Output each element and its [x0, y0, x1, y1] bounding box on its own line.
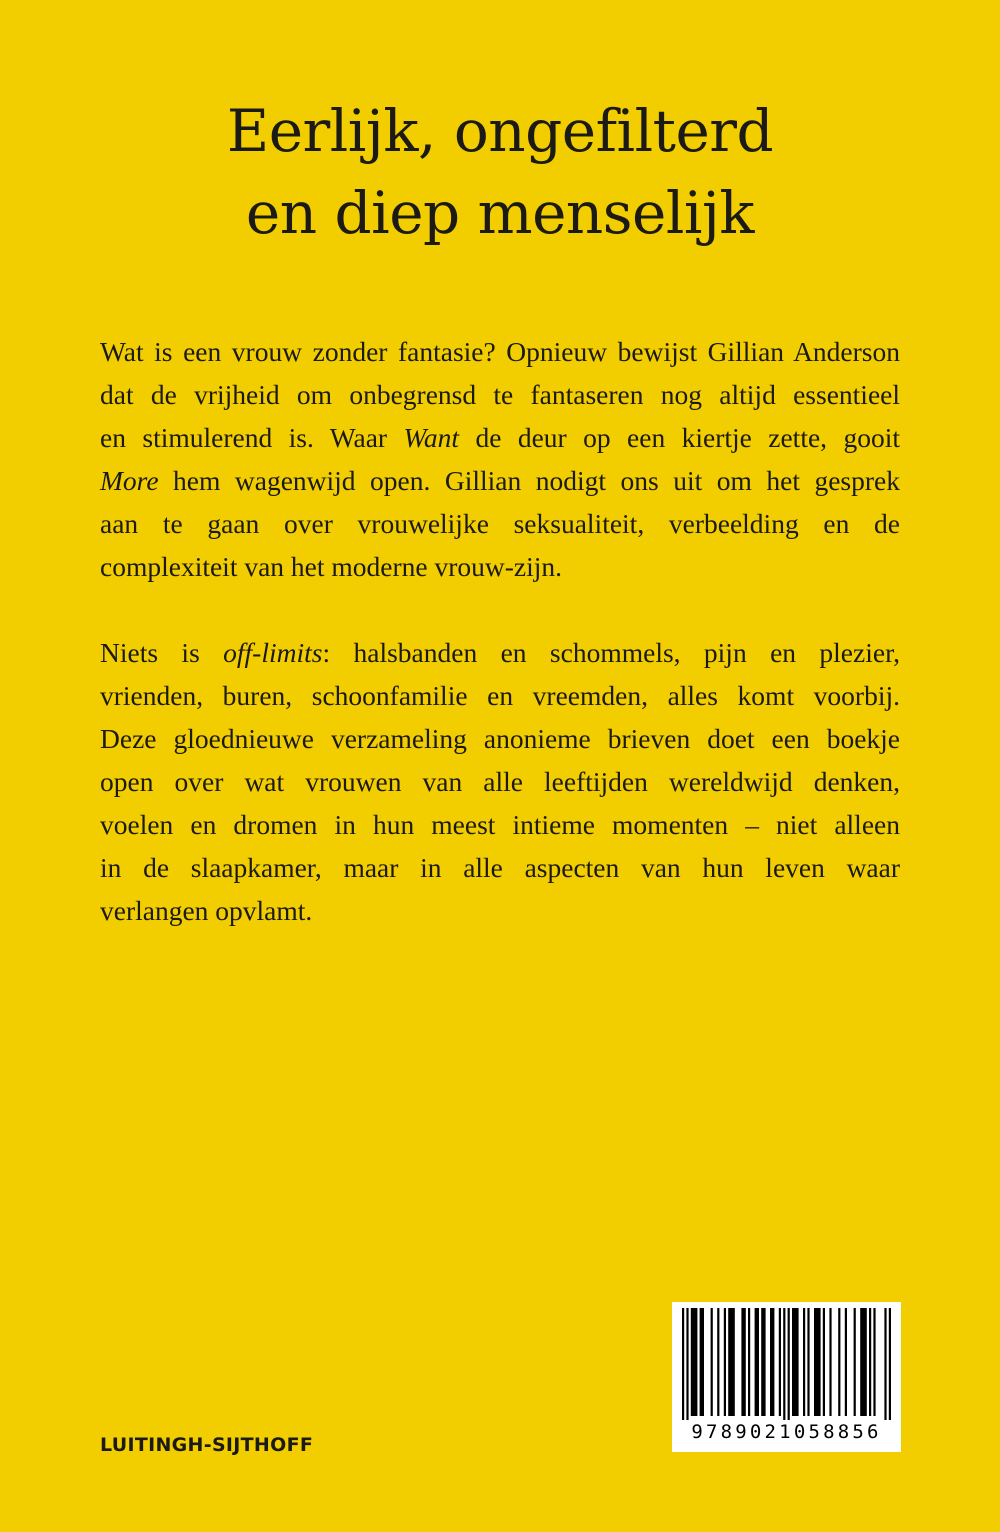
text-run: de deur op een kiertje zette, gooit	[459, 422, 900, 453]
barcode-bar	[686, 1308, 688, 1420]
italic-title: off-limits	[223, 637, 323, 668]
italic-title: More	[100, 465, 159, 496]
barcode-bar	[845, 1308, 847, 1416]
text-run: aan te gaan over vrouwelijke seksualiteit, verbeelding en de	[100, 508, 900, 539]
text-run: : halsbanden en schommels, pijn en plezier,	[322, 637, 900, 668]
barcode-bar	[682, 1308, 684, 1420]
barcode-bar	[711, 1308, 713, 1416]
barcode-bar	[779, 1308, 781, 1416]
blurb-line	[100, 545, 900, 588]
blurb-line	[100, 330, 900, 373]
text-run: en stimulerend is. Waar	[100, 422, 404, 453]
text-run: dat de vrijheid om onbegrensd te fantaseren nog altijd essentieel	[100, 379, 900, 410]
blurb-line	[100, 502, 900, 545]
barcode-bar	[869, 1308, 871, 1416]
text-run: Deze gloednieuwe verzameling anonieme brieven doet een boekje	[100, 723, 900, 754]
blurb-line	[100, 717, 900, 760]
barcode-bar	[854, 1308, 856, 1416]
blurb-line	[100, 889, 900, 932]
barcode-bar	[741, 1308, 745, 1416]
barcode-bar	[860, 1308, 867, 1416]
barcode-bar	[873, 1308, 875, 1416]
headline-line-1: Eerlijk, ongefilterd	[226, 97, 774, 165]
blurb-paragraph	[100, 330, 900, 588]
text-run: hem wagenwijd open. Gillian nodigt ons uit om het gesprek	[158, 465, 900, 496]
barcode-bar	[889, 1308, 891, 1420]
text-run: in de slaapkamer, maar in alle aspecten van hun leven waar	[100, 852, 900, 883]
barcode-bar	[770, 1308, 774, 1416]
barcode-bar	[884, 1308, 886, 1420]
barcode-bars	[672, 1302, 901, 1422]
barcode-bar	[728, 1308, 735, 1416]
headline-line-2: en diep menselijk	[245, 179, 755, 247]
text-run: Niets is	[100, 637, 224, 668]
publisher-logo: LUITINGH-SIJTHOFF	[100, 1434, 314, 1456]
barcode-bar	[829, 1308, 831, 1416]
text-run: Wat is een vrouw zonder fantasie? Opnieuw bewijst Gillian Anderson	[100, 336, 900, 367]
text-run: complexiteit van het moderne vrouw-zijn.	[100, 551, 563, 582]
barcode-bar	[755, 1308, 759, 1416]
italic-title: Want	[403, 422, 460, 453]
barcode-bar	[792, 1308, 799, 1416]
blurb-line	[100, 416, 900, 459]
isbn-number: 9789021058856	[691, 1421, 882, 1443]
blurb-line	[100, 760, 900, 803]
barcode-bar	[724, 1308, 726, 1416]
barcode	[672, 1302, 901, 1452]
barcode-bar	[823, 1308, 825, 1416]
barcode-bar	[807, 1308, 809, 1416]
barcode-bar	[717, 1308, 719, 1416]
barcode-bar	[748, 1308, 750, 1416]
barcode-bar	[788, 1308, 790, 1420]
text-run: open over wat vrouwen van alle leeftijden wereldwijd denken,	[100, 766, 900, 797]
text-run: voelen en dromen in hun meest intieme momenten – niet alleen	[100, 809, 900, 840]
blurb-line	[100, 373, 900, 416]
text-run: verlangen opvlamt.	[100, 895, 313, 926]
blurb-line	[100, 459, 900, 502]
blurb-line	[100, 631, 900, 674]
blurb-paragraph	[100, 631, 900, 932]
barcode-bar	[838, 1308, 840, 1416]
barcode-bar	[761, 1308, 765, 1416]
barcode-bar	[803, 1308, 805, 1416]
barcode-bar	[783, 1308, 785, 1420]
headline	[0, 90, 1000, 254]
blurb-line	[100, 803, 900, 846]
blurb-line	[100, 846, 900, 889]
barcode-bar	[700, 1308, 704, 1416]
barcode-bar	[691, 1308, 698, 1416]
text-run: vrienden, buren, schoonfamilie en vreemden, alles komt voorbij.	[100, 680, 900, 711]
blurb-text	[100, 330, 900, 975]
blurb-line	[100, 674, 900, 717]
barcode-bar	[814, 1308, 821, 1416]
